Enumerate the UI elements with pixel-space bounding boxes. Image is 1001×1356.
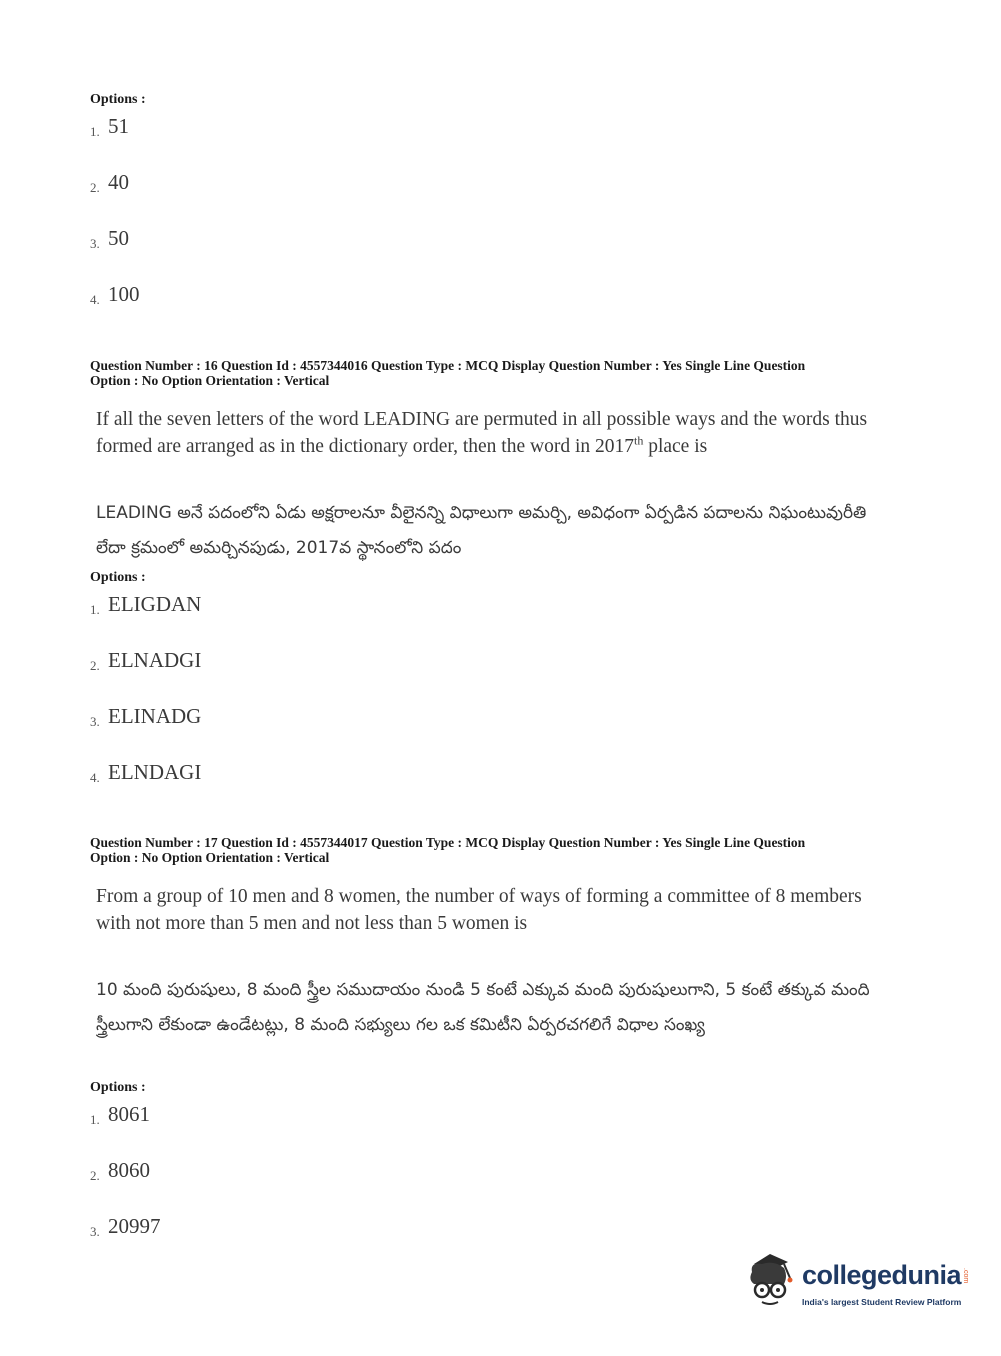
question-meta-line2: Option : No Option Orientation : Vertical: [90, 373, 330, 388]
option-number: 3.: [90, 714, 100, 729]
option-value: 100: [108, 282, 140, 306]
options-label: Options :: [90, 92, 146, 107]
mascot-icon: [740, 1250, 800, 1310]
question-text-telugu: 10 మంది పురుషులు, 8 మంది స్త్రీల సముదాయం నుండి 5 కంటే ఎక్కువ మంది పురుషులుగాని, 5 కంటే తక్కువ మంది స్త్రీలుగాని లేకుండా ఉండేటట్లు, 8 మంది సభ్యులు గల ఒక కమిటీని ఏర్పరచగలిగే విధాల సంఖ్య: [96, 980, 870, 1035]
option-3: [90, 226, 890, 282]
option-number: 1.: [90, 602, 100, 617]
option-number: 4.: [90, 770, 100, 785]
option-1: [90, 114, 890, 170]
option-value: ELNADGI: [108, 648, 202, 672]
option-2: [90, 648, 890, 704]
option-value: 20997: [108, 1214, 161, 1238]
option-number: 2.: [90, 658, 100, 673]
collegedunia-logo: [740, 1250, 970, 1310]
option-3: [90, 704, 890, 760]
option-4: [90, 760, 890, 816]
question-17: [90, 835, 890, 1043]
question-meta-line1: Question Number : 17 Question Id : 4557344017 Question Type : MCQ Display Question Number : Yes Single Line Question: [90, 835, 806, 850]
options-label: Options :: [90, 1080, 146, 1095]
option-number: 3.: [90, 1224, 100, 1239]
question-text-telugu: LEADING అనే పదంలోని ఏడు అక్షరాలనూ వీలైనన్ని విధాలుగా అమర్చి, అవిధంగా ఏర్పడిన పదాలను నిఘంటువురీతి లేదా క్రమంలో అమర్చినపుడు, 2017వ స్థానంలోని పదం: [96, 503, 867, 558]
option-value: 51: [108, 114, 129, 138]
logo-suffix: .com: [962, 1268, 969, 1284]
q17-options: [90, 1080, 890, 1270]
option-number: 2.: [90, 1168, 100, 1183]
logo-tagline: India's largest Student Review Platform: [802, 1297, 962, 1307]
q15-options: [90, 92, 890, 338]
option-number: 3.: [90, 236, 100, 251]
option-2: [90, 170, 890, 226]
superscript-th: th: [633, 433, 644, 448]
option-1: [90, 592, 890, 648]
options-label: Options :: [90, 570, 146, 585]
option-number: 1.: [90, 124, 100, 139]
q16-options: [90, 570, 890, 816]
option-value: 40: [108, 170, 129, 194]
question-meta-line1: Question Number : 16 Question Id : 4557344016 Question Type : MCQ Display Question Number : Yes Single Line Question: [90, 358, 806, 373]
question-text-part2: place is: [643, 436, 708, 457]
option-value: 8060: [108, 1158, 150, 1182]
option-value: ELINADG: [108, 704, 202, 728]
question-16: [90, 358, 890, 566]
question-text-part1: If all the seven letters of the word LEADING are permuted in all possible ways and the words thus formed are arranged as in the dictionary order, then the word in 2017: [96, 409, 868, 457]
question-text-english: [96, 406, 876, 460]
option-number: 2.: [90, 180, 100, 195]
option-4: [90, 282, 890, 338]
logo-brand: collegedunia: [802, 1260, 962, 1290]
option-value: 50: [108, 226, 129, 250]
option-2: [90, 1158, 890, 1214]
option-number: 4.: [90, 292, 100, 307]
option-number: 1.: [90, 1112, 100, 1127]
question-text-english: From a group of 10 men and 8 women, the number of ways of forming a committee of 8 members with not more than 5 men and not less than 5 women is: [96, 886, 862, 934]
option-1: [90, 1102, 890, 1158]
option-value: ELIGDAN: [108, 592, 202, 616]
option-value: 8061: [108, 1102, 150, 1126]
option-value: ELNDAGI: [108, 760, 202, 784]
question-meta-line2: Option : No Option Orientation : Vertical: [90, 850, 330, 865]
